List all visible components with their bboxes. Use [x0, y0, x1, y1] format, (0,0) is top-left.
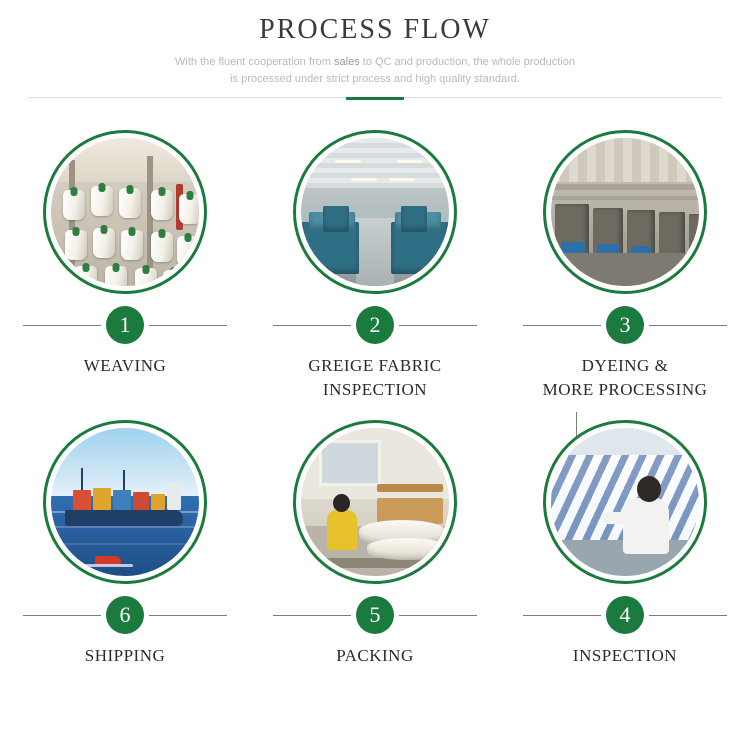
step-3-photo-ring: [543, 130, 707, 294]
step-4-caption-line-1: INSPECTION: [572, 646, 678, 665]
step-5-caption-line-1: PACKING: [336, 646, 414, 665]
subtitle-part-2: to QC and production, the whole production: [359, 56, 575, 68]
page-header: [0, 0, 750, 108]
step-4-badge-row: [523, 592, 727, 638]
step-6-caption-line-1: SHIPPING: [84, 646, 166, 665]
subtitle-line-2: is processed under strict process and high quality standard.: [230, 73, 520, 85]
step-1-photo-ring: [43, 130, 207, 294]
image-dyeing-machine-line: [551, 138, 699, 286]
flow-row-top: [0, 130, 750, 402]
step-2-photo-ring: [293, 130, 457, 294]
flow-step-greige-fabric-inspection[interactable]: [273, 130, 477, 402]
step-3-caption: [543, 354, 708, 402]
page-subtitle: [0, 54, 750, 88]
flow-step-weaving[interactable]: [23, 130, 227, 402]
process-flow-diagram: [0, 130, 750, 668]
flow-step-inspection[interactable]: [523, 420, 727, 668]
step-number-5: 5: [356, 596, 394, 634]
image-worker-packing-fabric-rolls: [301, 428, 449, 576]
step-2-badge-row: [273, 302, 477, 348]
step-6-photo-ring: [43, 420, 207, 584]
step-number-6: 6: [106, 596, 144, 634]
step-3-caption-line-1: DYEING &: [581, 356, 669, 375]
step-number-2: 2: [356, 306, 394, 344]
flow-step-shipping[interactable]: [23, 420, 227, 668]
flow-step-packing[interactable]: [273, 420, 477, 668]
flow-row-bottom: [0, 420, 750, 668]
step-5-photo-ring: [293, 420, 457, 584]
header-divider-accent: [346, 97, 404, 100]
step-2-caption: [308, 354, 441, 402]
step-4-photo-ring: [543, 420, 707, 584]
image-yarn-cones-warehouse: [51, 138, 199, 286]
step-1-badge-row: [23, 302, 227, 348]
image-weaving-machine-hall: [301, 138, 449, 286]
step-6-caption: [85, 644, 166, 668]
image-worker-inspecting-printed-fabric: [551, 428, 699, 576]
step-2-caption-line-2: INSPECTION: [322, 380, 428, 399]
flow-step-dyeing-more-processing[interactable]: [523, 130, 727, 402]
step-2-caption-line-1: GREIGE FABRIC: [308, 356, 442, 375]
step-5-caption: [336, 644, 414, 668]
page-title: PROCESS FLOW: [259, 14, 491, 45]
step-number-3: 3: [606, 306, 644, 344]
image-container-ship-at-sea: [51, 428, 199, 576]
step-4-caption: [573, 644, 677, 668]
step-number-1: 1: [106, 306, 144, 344]
step-1-caption-line-1: WEAVING: [83, 356, 167, 375]
step-number-4: 4: [606, 596, 644, 634]
subtitle-part-1: With the fluent cooperation from: [175, 56, 335, 68]
step-1-caption: [84, 354, 167, 378]
step-5-badge-row: [273, 592, 477, 638]
step-3-caption-line-2: MORE PROCESSING: [542, 380, 708, 399]
step-6-badge-row: [23, 592, 227, 638]
subtitle-highlight: sales: [334, 56, 360, 68]
step-3-badge-row: [523, 302, 727, 348]
